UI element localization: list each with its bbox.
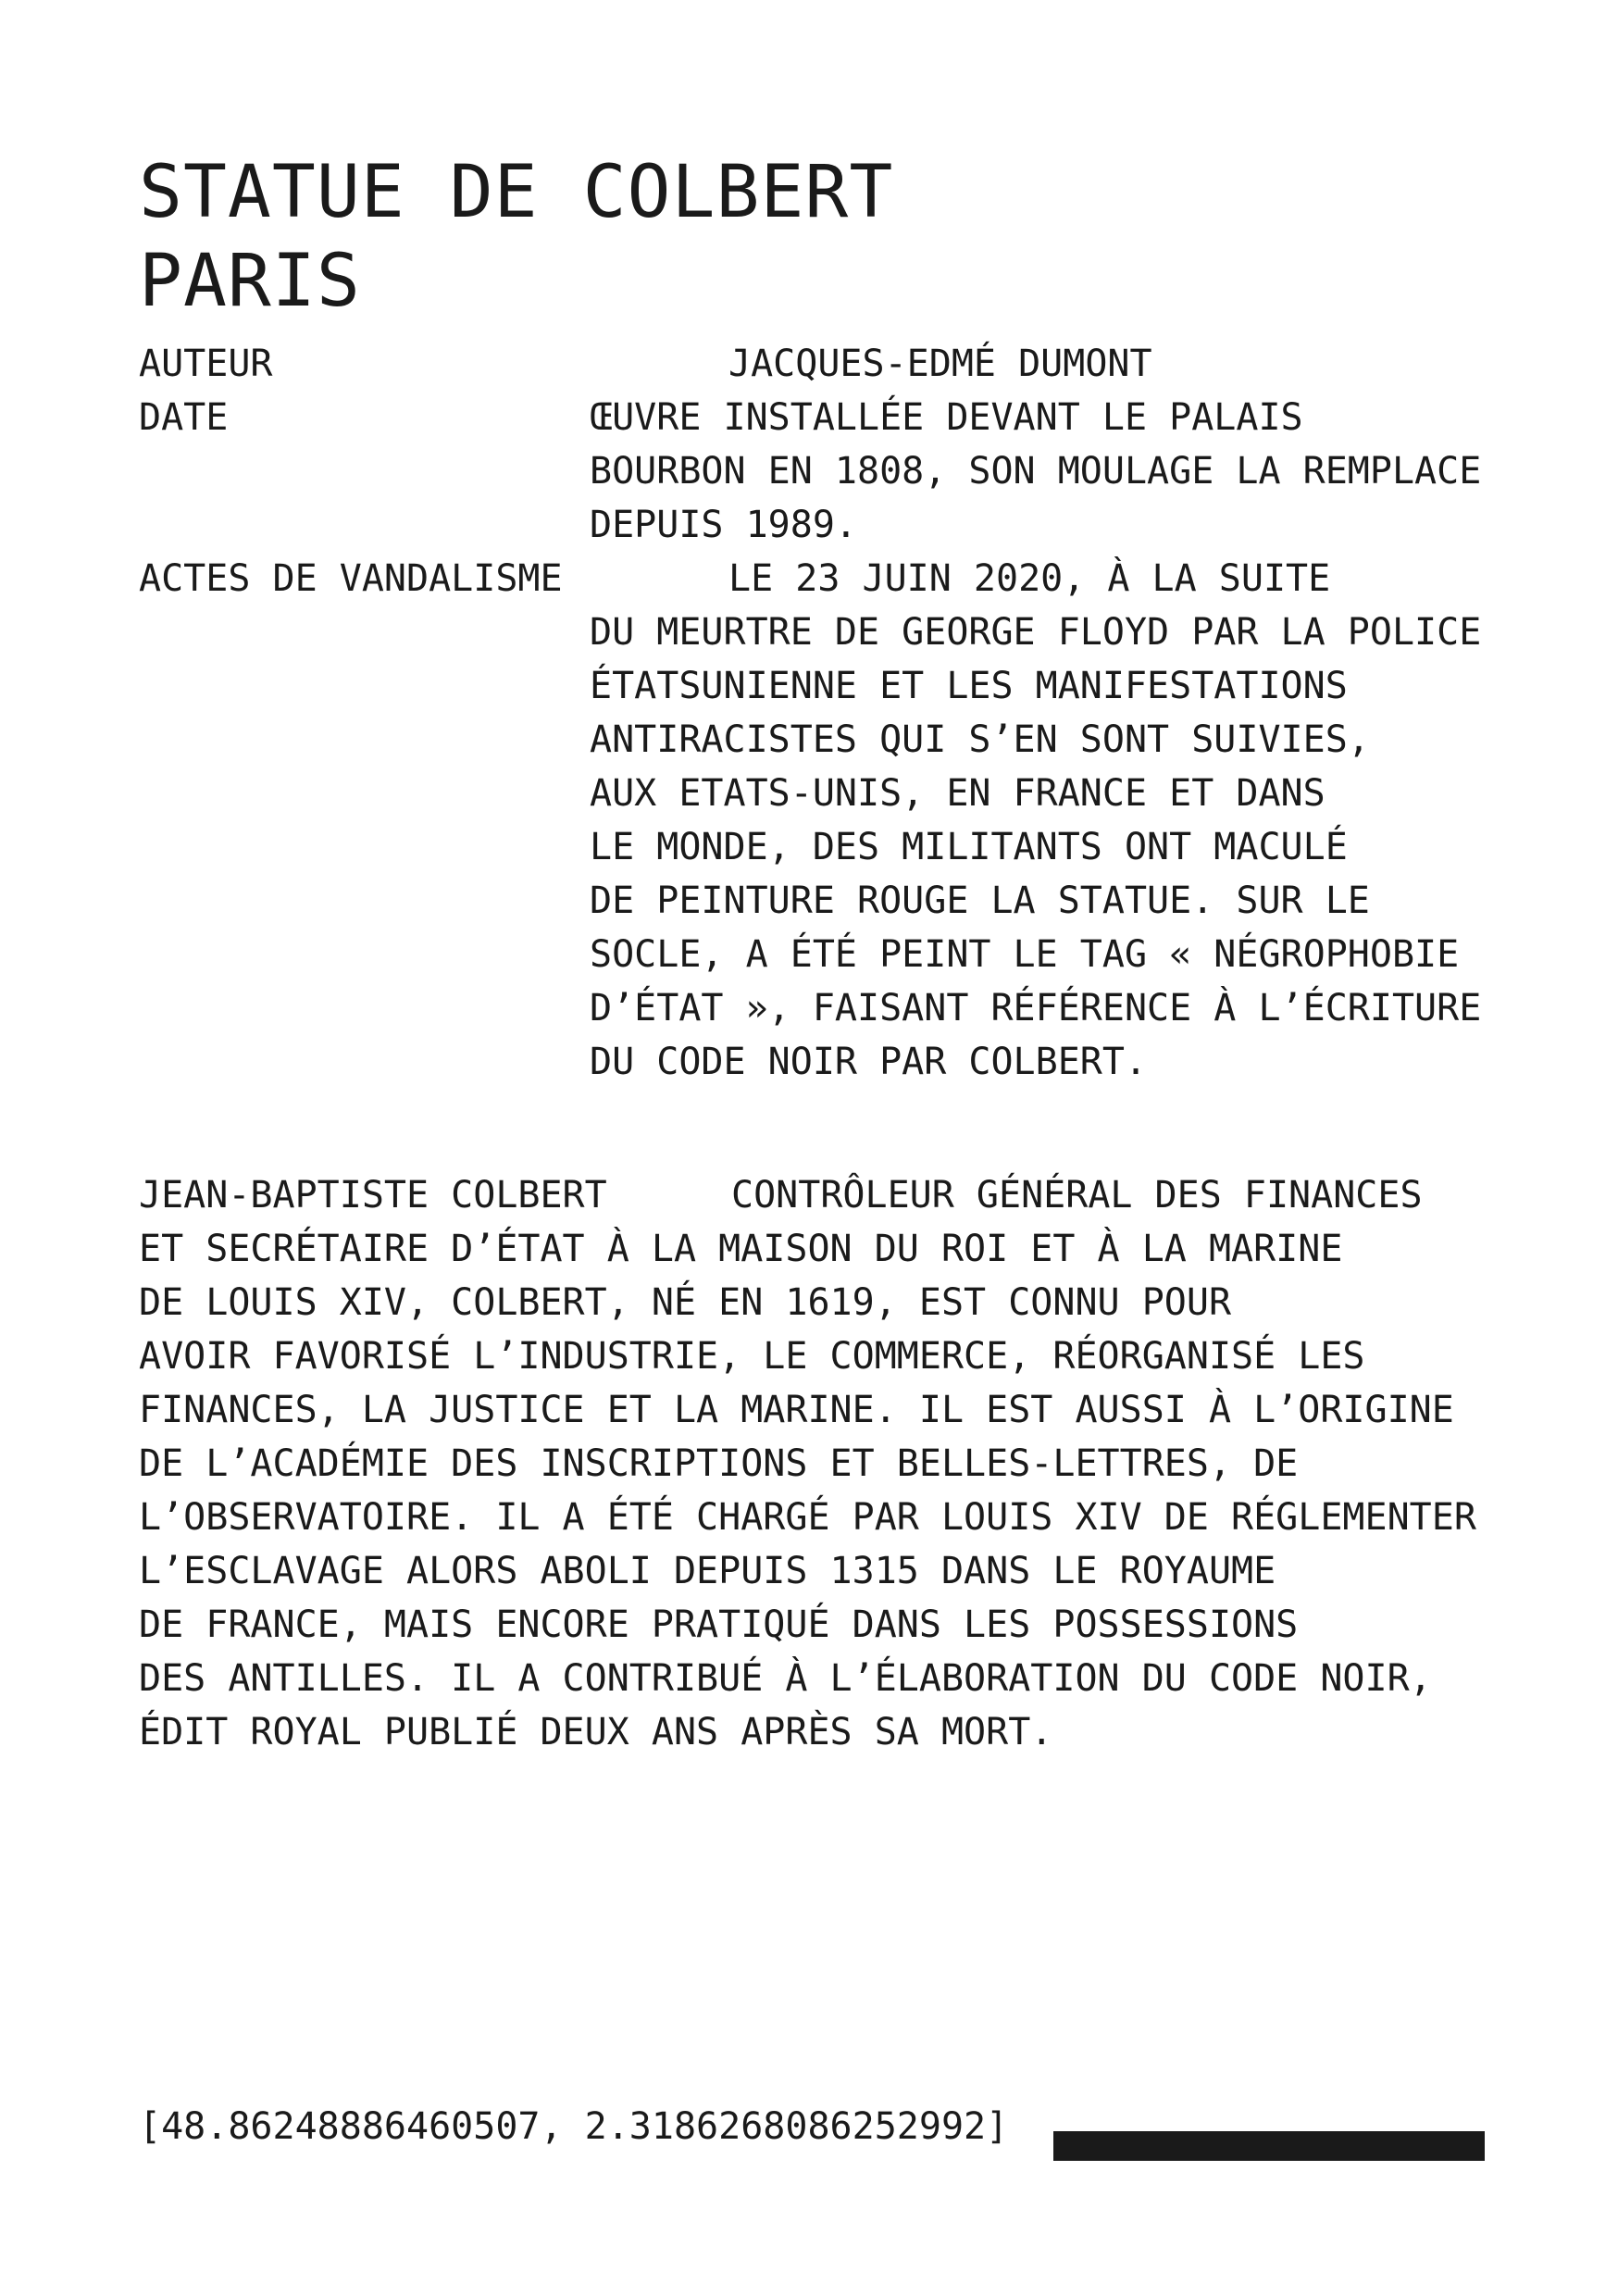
author-row — [139, 337, 1490, 391]
author-value: JACQUES-EDMÉ DUMONT — [728, 343, 1152, 385]
vandalism-label: ACTES DE VANDALISME — [139, 557, 563, 600]
date-row — [139, 391, 1490, 552]
footer-black-bar — [1053, 2131, 1485, 2161]
vandalism-row — [139, 552, 1490, 1089]
page-title — [139, 148, 893, 326]
author-label: AUTEUR — [139, 343, 273, 385]
gps-coordinates: [48.86248886460507, 2.3186268086252992] — [139, 2105, 1009, 2148]
biography-block — [139, 1168, 1490, 1759]
vandalism-value: LE 23 JUIN 2020, À LA SUITE DU MEURTRE DE GEORGE FLOYD PAR LA POLICE ÉTATSUNIENNE ET LES MANIFESTATIONS ANTIRACISTES QUI S’EN SONT SUIVIES, AUX ETATS-UNIS, EN FRANCE ET DANS LE MONDE, DES MILITANTS ONT MACULÉ DE PEINTURE ROUGE LA STATUE. SUR LE SOCLE, A ÉTÉ PEINT LE TAG « NÉGROPHOBIE D’ÉTAT », FAISANT RÉFÉRENCE À L’ÉCRITURE DU CODE NOIR PAR COLBERT. — [590, 557, 1482, 1083]
date-label: DATE — [139, 396, 229, 439]
biography-label: JEAN-BAPTISTE COLBERT — [139, 1174, 607, 1217]
title-line-2: PARIS — [139, 240, 361, 323]
title-line-1: STATUE DE COLBERT — [139, 151, 894, 234]
date-value: ŒUVRE INSTALLÉE DEVANT LE PALAIS BOURBON EN 1808, SON MOULAGE LA REMPLACE DEPUIS 1989. — [590, 396, 1482, 546]
metadata-block — [139, 337, 1490, 1089]
biography-text: CONTRÔLEUR GÉNÉRAL DES FINANCES ET SECRÉTAIRE D’ÉTAT À LA MAISON DU ROI ET À LA MARINE DE LOUIS XIV, COLBERT, NÉ EN 1619, EST CONNU POUR AVOIR FAVORISÉ L’INDUSTRIE, LE COMMERCE, RÉORGANISÉ LES FINANCES, LA JUSTICE ET LA MARINE. IL EST AUSSI À L’ORIGINE DE L’ACADÉMIE DES INSCRIPTIONS ET BELLES-LETTRES, DE L’OBSERVATOIRE. IL A ÉTÉ CHARGÉ PAR LOUIS XIV DE RÉGLEMENTER L’ESCLAVAGE ALORS ABOLI DEPUIS 1315 DANS LE ROYAUME DE FRANCE, MAIS ENCORE PRATIQUÉ DANS LES POSSESSIONS DES ANTILLES. IL A CONTRIBUÉ À L’ÉLABORATION DU CODE NOIR, ÉDIT ROYAL PUBLIÉ DEUX ANS APRÈS SA MORT. — [139, 1174, 1476, 1753]
